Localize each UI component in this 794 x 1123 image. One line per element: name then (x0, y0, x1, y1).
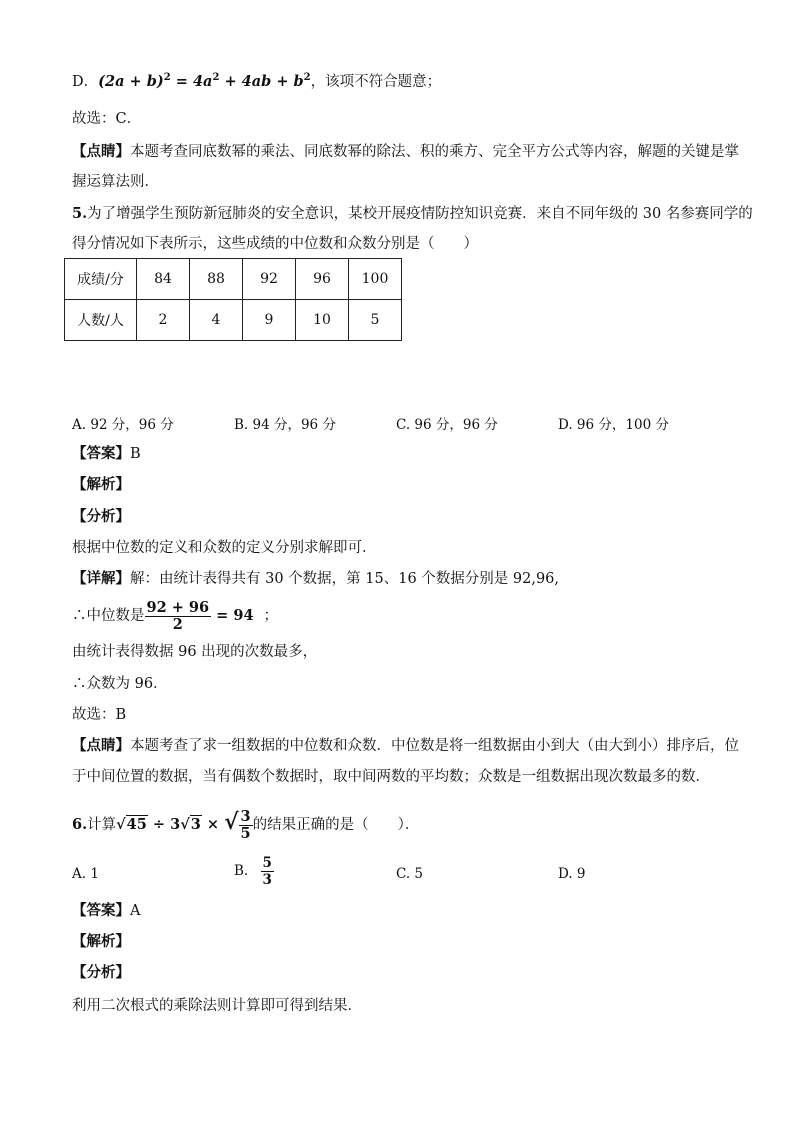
q5-choose: 故选：B (72, 707, 127, 723)
answer-tag: 【答案】 (72, 902, 130, 919)
option-label: B. (234, 863, 249, 879)
table-row (65, 300, 402, 341)
q6-option-d: D. 9 (558, 866, 586, 882)
table-cell: 5 (349, 300, 402, 341)
formula-lhs: (2a + b) (98, 73, 164, 90)
fraction-denominator: 3 (262, 872, 272, 888)
operator-mul: × (201, 816, 225, 833)
table-row (65, 259, 402, 300)
table-cell: 4 (190, 300, 243, 341)
stem-text: 为了增强学生预防新冠肺炎的安全意识，某校开展疫情防控知识竞赛．来自不同年级的 30 名参赛同学的 (87, 206, 753, 222)
q5-fenxi-text: 根据中位数的定义和众数的定义分别求解即可． (72, 540, 377, 556)
q6-answer (72, 901, 140, 921)
fraction-numerator: 92 + 96 (146, 598, 210, 616)
q5-median-line (72, 598, 278, 634)
stem-prefix: 计算 (87, 817, 117, 833)
fraction (261, 855, 274, 888)
q5-analysis-tag: 【解析】 (72, 476, 130, 493)
q6-option-b (234, 855, 274, 888)
formula-eq: = 4a (170, 73, 213, 90)
q5-option-a: A. 92 分，96 分 (72, 417, 174, 433)
table-cell: 2 (137, 300, 190, 341)
median-fraction (145, 600, 212, 633)
q6-fenxi-text: 利用二次根式的乘除法则计算即可得到结果． (72, 998, 362, 1014)
q5-option-d: D. 96 分，100 分 (558, 417, 669, 433)
table-cell: 84 (137, 259, 190, 300)
question-number: 6. (72, 816, 88, 833)
sqrt-45: √45 (116, 816, 147, 833)
comment-text: 本题考查了求一组数据的中位数和众数．中位数是将一组数据由小到大（由大到小）排序后，位 (130, 738, 739, 754)
fraction-numerator: 5 (262, 855, 272, 871)
q5-fenxi-tag: 【分析】 (72, 508, 130, 525)
q4-comment-line2: 握运算法则． (72, 174, 159, 190)
table-cell: 10 (296, 300, 349, 341)
table-cell: 96 (296, 259, 349, 300)
median-result: = 94 (211, 607, 254, 624)
median-prefix: ∴中位数是 (72, 608, 145, 624)
q5-stem-line2: 得分情况如下表所示，这些成绩的中位数和众数分别是（ ） (72, 236, 478, 252)
sqrt-fraction: √ $\frac{3}{5}$ (224, 807, 251, 842)
q5-mode-line1: 由统计表得数据 96 出现的次数最多， (72, 644, 318, 660)
q5-option-b: B. 94 分，96 分 (234, 417, 336, 433)
q4-comment-line1 (72, 142, 739, 162)
q5-detail (72, 569, 559, 589)
q6-analysis-tag: 【解析】 (72, 933, 130, 950)
comment-text: 本题考查同底数幂的乘法、同底数幂的除法、积的乘方、完全平方公式等内容，解题的关键是掌 (130, 144, 739, 160)
q6-fenxi-tag: 【分析】 (72, 964, 130, 981)
detail-tag: 【详解】 (72, 570, 130, 587)
stem-suffix: 的结果正确的是（ ）． (252, 817, 420, 833)
q6-stem (72, 802, 419, 845)
exponent: 2 (212, 72, 220, 83)
formula-rest: + 4ab + b (219, 73, 304, 90)
fraction-denominator: 5 (240, 824, 251, 842)
comment-tag: 【点睛】 (72, 737, 130, 754)
median-end: ； (263, 608, 279, 624)
option-suffix: ，该项不符合题意； (310, 74, 442, 90)
radicand: 45 (126, 816, 147, 833)
operator-div: ÷ 3 (147, 816, 181, 833)
q5-comment-line2: 于中间位置的数据，当有偶数个数据时，取中间两数的平均数；众数是一组数据出现次数最多的数． (72, 769, 710, 785)
table-header-cell: 成绩/分 (65, 259, 137, 300)
table-cell: 9 (243, 300, 296, 341)
q6-option-c: C. 5 (396, 866, 424, 882)
radicand: 3 (190, 816, 201, 833)
q6-option-a: A. 1 (72, 866, 99, 882)
score-table (64, 258, 402, 341)
answer-tag: 【答案】 (72, 445, 130, 462)
fraction (239, 809, 253, 842)
table-cell: 100 (349, 259, 402, 300)
q4-option-d (72, 72, 441, 92)
sqrt-3: √3 (180, 816, 201, 833)
detail-text: 解：由统计表得共有 30 个数据，第 15、16 个数据分别是 92,96, (130, 571, 560, 587)
table-cell: 88 (190, 259, 243, 300)
fraction-numerator: 3 (240, 807, 251, 825)
q5-answer (72, 444, 141, 464)
q5-stem-line1 (72, 204, 753, 224)
exponent: 2 (303, 72, 311, 83)
comment-tag: 【点睛】 (72, 143, 130, 160)
q4-choose: 故选：C． (72, 111, 142, 127)
q5-mode-line2: ∴众数为 96． (72, 676, 168, 692)
question-number: 5. (72, 205, 88, 222)
exponent: 2 (163, 72, 171, 83)
q5-comment-line1 (72, 736, 739, 756)
answer-value: B (130, 446, 141, 462)
table-header-cell: 人数/人 (65, 300, 137, 341)
answer-value: A (130, 903, 141, 919)
q5-option-c: C. 96 分，96 分 (396, 417, 498, 433)
option-label: D． (72, 74, 99, 90)
fraction-denominator: 2 (172, 615, 183, 633)
table-cell: 92 (243, 259, 296, 300)
